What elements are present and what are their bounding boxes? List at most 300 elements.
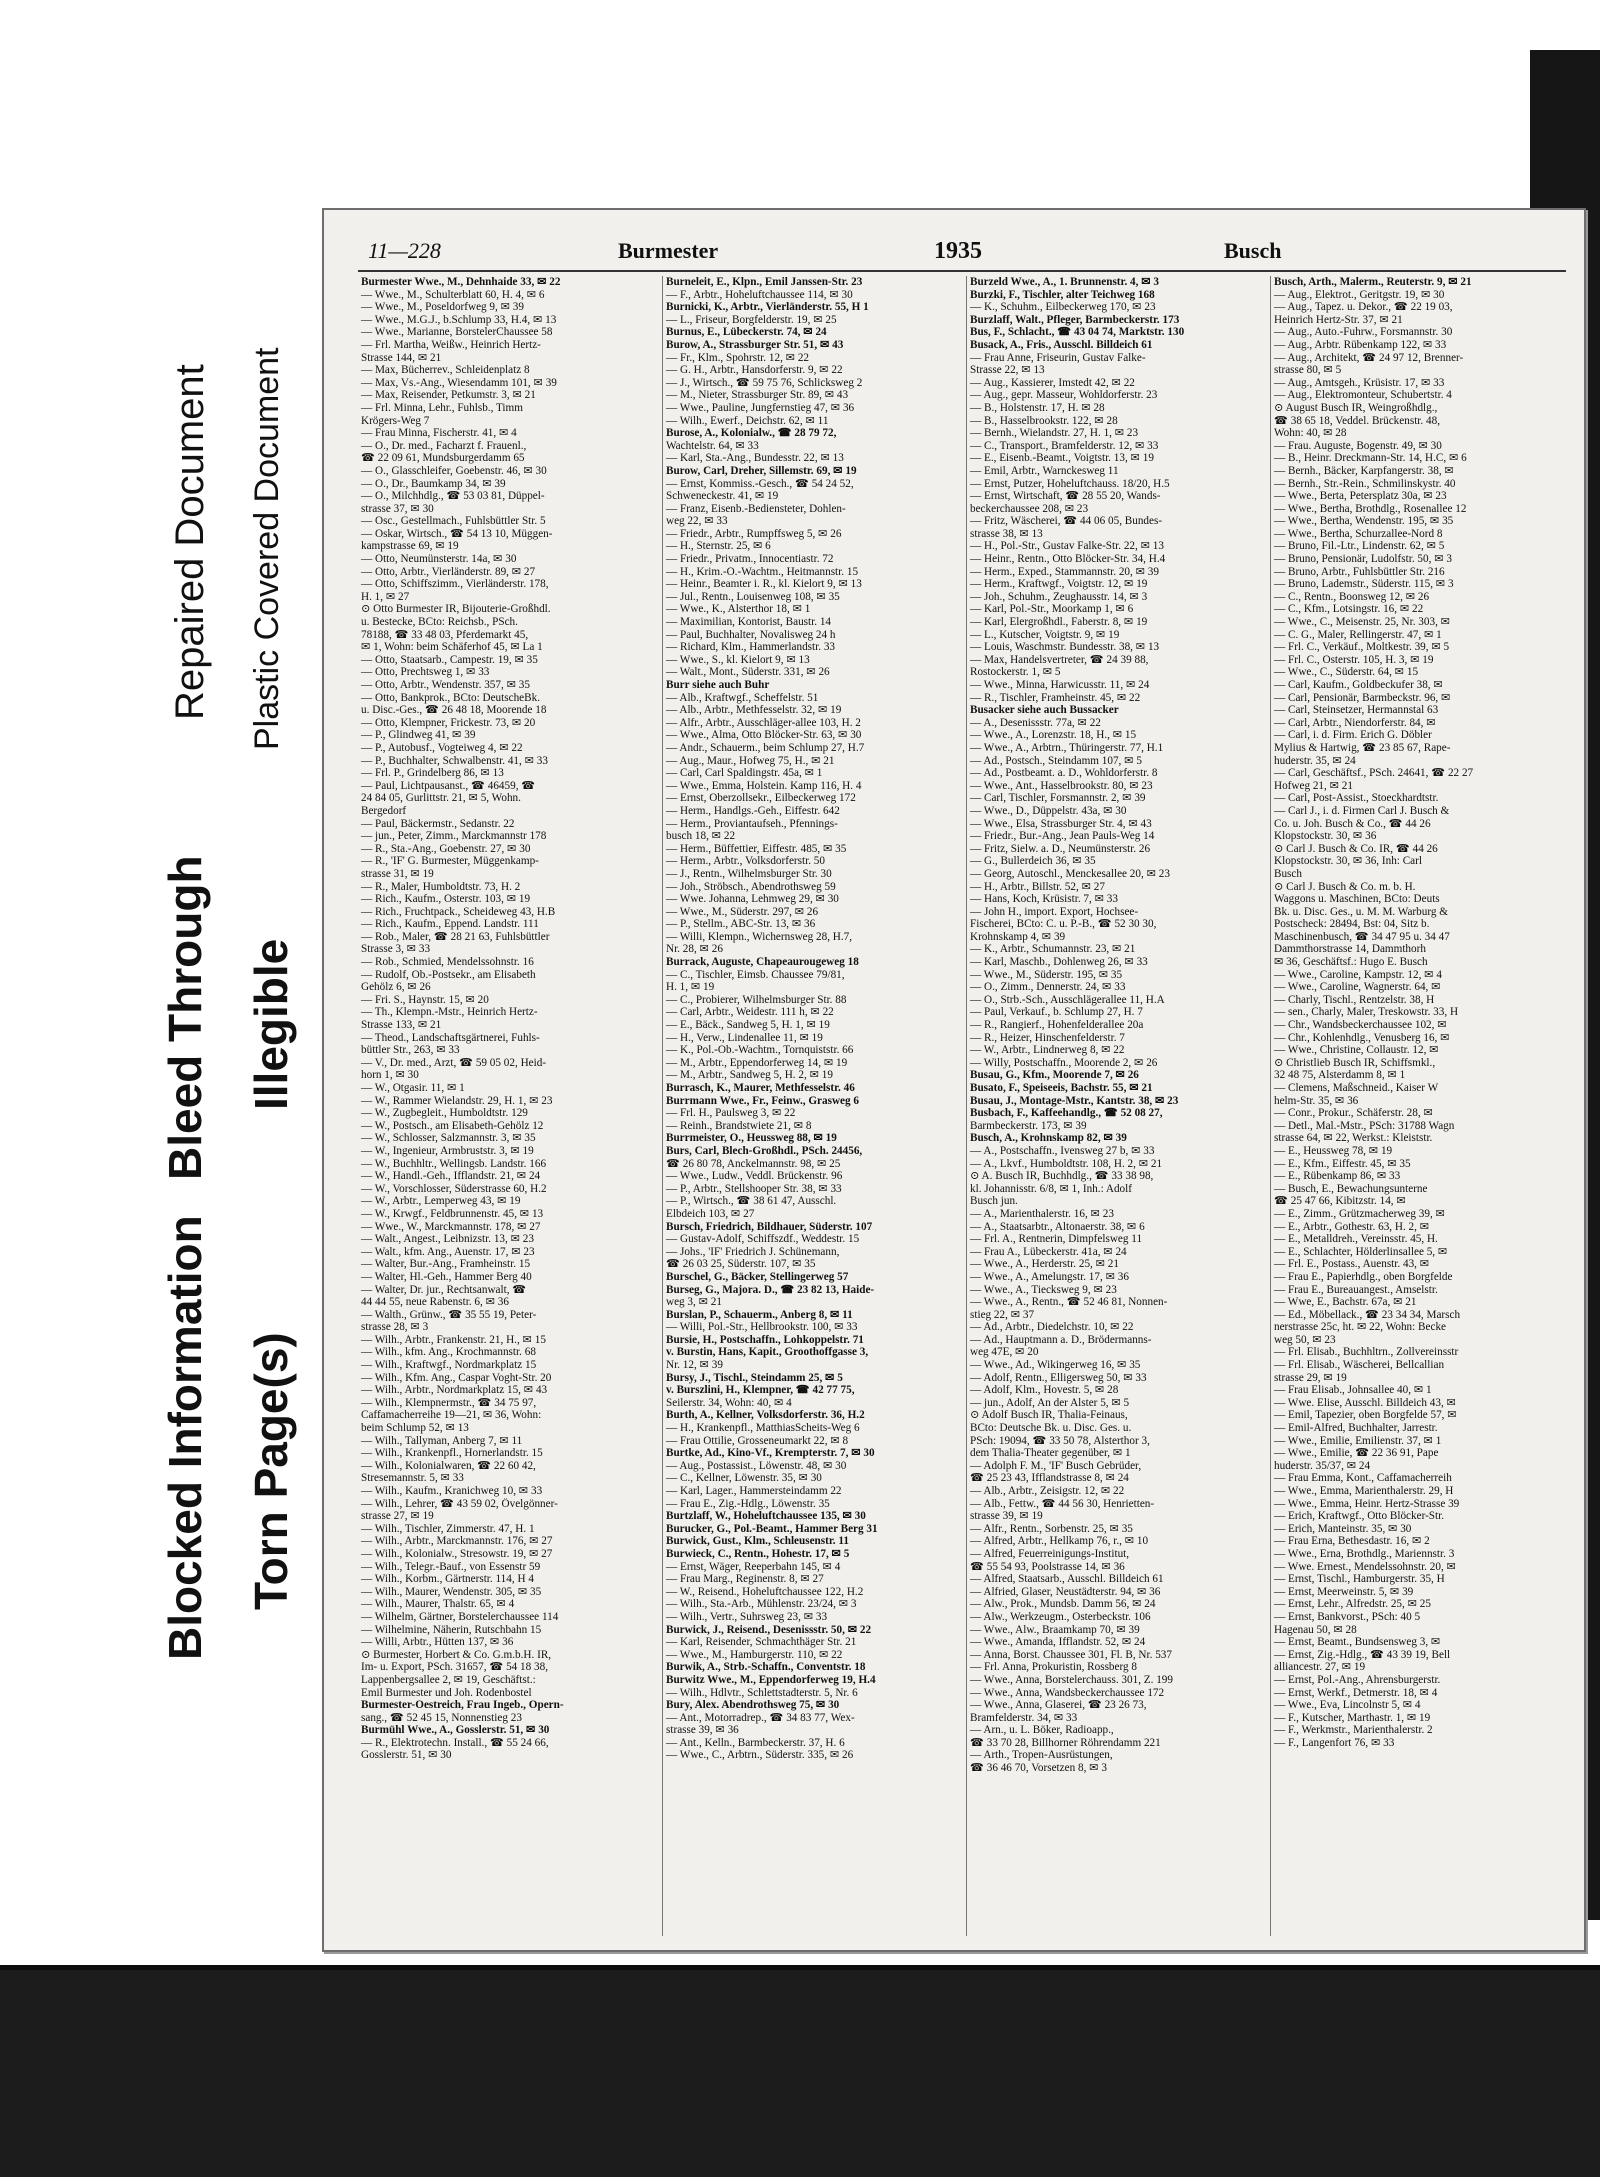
- directory-entry: Burose, A., Kolonialw., ☎ 28 79 72,: [666, 427, 837, 440]
- directory-entry: — Wilh., Tallyman, Anberg 7, ✉ 11: [361, 1434, 523, 1447]
- directory-entry: — Otto, Klempner, Frickestr. 73, ✉ 20: [361, 716, 536, 729]
- directory-entry: — Ernst, Putzer, Hoheluftchauss. 18/20, H.5: [970, 477, 1170, 490]
- directory-entry: — Aug., Postassist., Löwenstr. 48, ✉ 30: [666, 1459, 847, 1472]
- directory-entry: Burslan, P., Schauerm., Anberg 8, ✉ 11: [666, 1308, 853, 1321]
- directory-entry: ⊙ Otto Burmester IR, Bijouterie-Großhdl.: [361, 603, 551, 616]
- directory-entry: — Wwe., A., Lorenzstr. 18, H., ✉ 15: [970, 729, 1137, 742]
- directory-entry: — Otto, Arbtr., Vierländerstr. 89, ✉ 27: [361, 565, 536, 578]
- directory-entry: — Wilh., Arbtr., Marckmannstr. 176, ✉ 27: [361, 1535, 553, 1548]
- directory-entry: — C., Kellner, Löwenstr. 35, ✉ 30: [666, 1472, 822, 1485]
- directory-entry: — C., Kfm., Lotsingstr. 16, ✉ 22: [1274, 603, 1424, 616]
- directory-entry: Bury, Alex. Abendrothsweg 75, ✉ 30: [666, 1699, 840, 1712]
- directory-entry: strasse 27, ✉ 19: [361, 1510, 434, 1523]
- directory-entry: — Fr., Klm., Spohrstr. 12, ✉ 22: [666, 351, 810, 364]
- directory-entry: Busack, A., Fris., Ausschl. Billdeich 61: [970, 338, 1153, 351]
- directory-entry: — E., Rübenkamp 86, ✉ 33: [1274, 1170, 1401, 1183]
- directory-entry: weg 22, ✉ 33: [666, 515, 728, 528]
- directory-entry: v. Burszlini, H., Klempner, ☎ 42 77 75,: [666, 1384, 855, 1397]
- directory-entry: — W., Postsch., am Elisabeth-Gehölz 12: [361, 1119, 544, 1132]
- directory-entry: Busacker siehe auch Bussacker: [970, 704, 1119, 717]
- directory-entry: ⊙ Christlieb Busch IR, Schiffsmkl.,: [1274, 1056, 1436, 1069]
- directory-entry: Burmester Wwe., M., Dehnhaide 33, ✉ 22: [361, 276, 561, 288]
- directory-entry: — Wwe., M., Süderstr. 297, ✉ 26: [666, 905, 819, 918]
- directory-entry: Waggons u. Maschinen, BCto: Deuts: [1274, 893, 1440, 906]
- directory-entry: — C., Rentn., Boonsweg 12, ✉ 26: [1274, 590, 1430, 603]
- directory-entry: — Carl, Arbtr., Niendorferstr. 84, ✉: [1274, 716, 1436, 729]
- directory-entry: — Max, Reisender, Petkumstr. 3, ✉ 21: [361, 389, 536, 402]
- directory-entry: — Wwe., C., Meisenstr. 25, Nr. 303, ✉: [1274, 616, 1451, 629]
- directory-entry: — Wwe., Ludw., Veddl. Brückenstr. 96: [666, 1170, 843, 1183]
- directory-entry: — W., Krwgf., Feldbrunnenstr. 45, ✉ 13: [361, 1207, 544, 1220]
- directory-entry: — Paul, Verkauf., b. Schlump 27, H. 7: [970, 1006, 1143, 1019]
- directory-entry: — E., Heussweg 78, ✉ 19: [1274, 1144, 1393, 1157]
- directory-entry: Mylius & Hartwig, ☎ 23 85 67, Rape-: [1274, 741, 1451, 754]
- directory-entry: Burnicki, K., Arbtr., Vierländerstr. 55, H 1: [666, 301, 869, 314]
- directory-entry: — Ad., Postsch., Steindamm 107, ✉ 5: [970, 754, 1142, 767]
- directory-entry: — Emil-Alfred, Buchhalter, Jarrestr.: [1274, 1422, 1438, 1435]
- directory-entry: — Wwe., Ant., Hasselbrookstr. 80, ✉ 23: [970, 779, 1153, 792]
- directory-entry: — Emil, Tapezier, oben Borgfelde 57, ✉: [1274, 1409, 1457, 1422]
- directory-entry: — Wilh., Arbtr., Frankenstr. 21, H., ✉ 15: [361, 1333, 546, 1346]
- directory-entry: — Wwe., Amanda, Ifflandstr. 52, ✉ 24: [970, 1636, 1146, 1649]
- directory-entry: — Bernh., Str.-Rein., Schmilinskystr. 40: [1274, 477, 1456, 490]
- directory-entry: — Frl. Elisab., Buchhltrn., Zollvereinsstr: [1274, 1346, 1459, 1359]
- directory-entry: — Carl, Steinsetzer, Hermannstal 63: [1274, 704, 1439, 717]
- directory-entry: — W., Rammer Wielandstr. 29, H. 1, ✉ 23: [361, 1094, 553, 1107]
- directory-entry: Im- u. Export, PSch. 31657, ☎ 54 18 38,: [361, 1661, 549, 1674]
- directory-entry: Busau, G., Kfm., Moorende 7, ✉ 26: [970, 1069, 1139, 1082]
- directory-entry: — Wilh., Kfm. Ang., Caspar Voght-Str. 20: [361, 1371, 552, 1384]
- directory-entry: — H., Krim.-O.-Wachtm., Heitmannstr. 15: [666, 565, 859, 578]
- directory-entry: — Heinr., Rentn., Otto Blöcker-Str. 34, H.4: [970, 553, 1166, 566]
- directory-entry: — Fri. S., Haynstr. 15, ✉ 20: [361, 993, 489, 1006]
- directory-entry: — Maximilian, Kontorist, Baustr. 14: [666, 616, 832, 629]
- directory-entry: — Willi, Pol.-Str., Hellbrookstr. 100, ✉ 33: [666, 1321, 858, 1334]
- page-header: [358, 234, 1566, 272]
- directory-entry: Fischerei, BCto: C. u. P.-B., ☎ 52 30 30,: [970, 918, 1157, 931]
- directory-entry: — Wwe. Ernest., Mendelssohnstr. 20, ✉: [1274, 1560, 1456, 1573]
- directory-entry: — Wwe., Bertha, Schurzallee-Nord 8: [1274, 527, 1443, 540]
- directory-entry: — R., Sta.-Ang., Goebenstr. 27, ✉ 30: [361, 842, 531, 855]
- directory-entry: — Wwe., Emilie, Emilienstr. 37, ✉ 1: [1274, 1434, 1442, 1447]
- directory-entry: dem Thalia-Theater gegenüber, ✉ 1: [970, 1447, 1131, 1460]
- directory-entry: ✉ 36, Geschäftsf.: Hugo E. Busch: [1274, 956, 1428, 969]
- directory-entry: ⊙ Carl J. Busch & Co. IR, ☎ 44 26: [1274, 842, 1438, 855]
- directory-entry: — Wwe., C., Süderstr. 64, ✉ 15: [1274, 666, 1419, 679]
- directory-entry: Burow, Carl, Dreher, Sillemstr. 69, ✉ 19: [666, 464, 857, 477]
- directory-entry: — Wwe., Emma, Marienthalerstr. 29, H: [1274, 1485, 1454, 1497]
- directory-entry: strasse 29, ✉ 19: [1274, 1371, 1347, 1384]
- directory-entry: — Alfr., Arbtr., Ausschläger-allee 103, H. 2: [666, 716, 861, 729]
- directory-entry: — O., Strb.-Sch., Ausschlägerallee 11, H.A: [970, 993, 1165, 1006]
- directory-entry: — Wwe., M.G.J., b.Schlump 33, H.4, ✉ 13: [361, 313, 557, 326]
- directory-entry: — Wwe., M., Hamburgerstr. 110, ✉ 22: [666, 1648, 843, 1661]
- directory-entry: — Wwe., A., Rentn., ☎ 52 46 81, Nonnen-: [970, 1296, 1168, 1309]
- directory-entry: — Walt., Angest., Leibnizstr. 13, ✉ 23: [361, 1233, 534, 1246]
- directory-entry: — E., Arbtr., Gothestr. 63, H. 2, ✉: [1274, 1220, 1430, 1233]
- scan-background-bottom: [0, 1965, 1600, 2177]
- directory-entry: — Carl J., i. d. Firmen Carl J. Busch &: [1274, 804, 1450, 817]
- directory-entry: Klopstockstr. 30, ✉ 36, Inh: Carl: [1274, 855, 1422, 868]
- directory-entry: huderstr. 35/37, ✉ 24: [1274, 1459, 1371, 1472]
- directory-entry: — Frl. P., Grindelberg 86, ✉ 13: [361, 767, 504, 780]
- directory-entry: — Adolf, Rentn., Elligersweg 50, ✉ 33: [970, 1371, 1147, 1384]
- annotation-labels: [0, 0, 320, 2177]
- directory-entry: Busch jun.: [970, 1195, 1018, 1208]
- directory-entry: strasse 39, ✉ 36: [666, 1724, 739, 1737]
- directory-entry: — Carl, i. d. Firm. Erich G. Döbler: [1274, 729, 1432, 742]
- directory-entry: — O., Dr., Baumkamp 34, ✉ 39: [361, 477, 506, 490]
- directory-entry: — Wwe., Berta, Petersplatz 30a, ✉ 23: [1274, 490, 1447, 503]
- directory-entry: — Wwe., M., Süderstr. 195, ✉ 35: [970, 968, 1123, 981]
- directory-entry: — Ant., Kelln., Barmbeckerstr. 37, H. 6: [666, 1736, 845, 1749]
- directory-entry: — Frl. Elisab., Wäscherei, Bellcallian: [1274, 1359, 1445, 1372]
- directory-entry: — A., Marienthalerstr. 16, ✉ 23: [970, 1207, 1114, 1220]
- directory-entry: — Wwe., A., Tiecksweg 9, ✉ 23: [970, 1283, 1117, 1296]
- directory-entry: — Aug., gepr. Masseur, Wohldorferstr. 23: [970, 389, 1158, 402]
- directory-entry: — Wwe., Emma, Heinr. Hertz-Strasse 39: [1274, 1497, 1460, 1510]
- directory-entry: — Ernst, Pol.-Ang., Ahrensburgerstr.: [1274, 1673, 1441, 1686]
- directory-entry: ⊙ August Busch IR, Weingroßhdlg.,: [1274, 401, 1438, 414]
- directory-entry: — Walter, Dr. jur., Rechtsanwalt, ☎: [361, 1283, 527, 1296]
- directory-page: [322, 208, 1586, 1952]
- directory-entry: — Bruno, Fil.-Ltr., Lindenstr. 62, ✉ 5: [1274, 540, 1445, 553]
- directory-entry: — Adolf, Klm., Hovestr. 5, ✉ 28: [970, 1384, 1119, 1397]
- directory-entry: strasse 31, ✉ 19: [361, 867, 434, 880]
- directory-entry: — M., Arbtr., Eppendorferweg 14, ✉ 19: [666, 1056, 848, 1069]
- directory-entry: — K., Arbtr., Schumannstr. 23, ✉ 21: [970, 943, 1136, 956]
- directory-entry: — Aug., Amtsgeh., Krüsistr. 17, ✉ 33: [1274, 376, 1445, 389]
- directory-entry: — Frau Marg., Reginenstr. 8, ✉ 27: [666, 1573, 824, 1586]
- directory-entry: strasse 37, ✉ 30: [361, 502, 434, 515]
- directory-entry: Nr. 12, ✉ 39: [666, 1359, 723, 1372]
- directory-entry: Emil Burmester und Joh. Rodenbostel: [361, 1686, 532, 1699]
- directory-entry: Bursie, H., Postschaffn., Lohkoppelstr. 71: [666, 1333, 864, 1346]
- directory-entry: — Wilh., Vertr., Suhrsweg 23, ✉ 33: [666, 1610, 828, 1623]
- directory-entry: — Wwe., Caroline, Wagnerstr. 64, ✉: [1274, 981, 1441, 994]
- directory-entry: — Karl, Lager., Hammersteindamm 22: [666, 1485, 842, 1497]
- directory-entry: — Paul, Lichtpausanst., ☎ 46459, ☎: [361, 779, 536, 792]
- directory-entry: — Walt., Mont., Süderstr. 331, ✉ 26: [666, 666, 830, 679]
- directory-entry: — Reinh., Brandstwiete 21, ✉ 8: [666, 1119, 812, 1132]
- directory-entry: — Wwe., Ad., Wikingerweg 16, ✉ 35: [970, 1359, 1141, 1372]
- directory-entry: — P., Stellm., ABC-Str. 13, ✉ 36: [666, 918, 816, 931]
- directory-entry: — Franz, Eisenb.-Bediensteter, Dohlen-: [666, 502, 846, 515]
- directory-entry: — Louis, Waschmstr. Bundesstr. 38, ✉ 13: [970, 641, 1160, 654]
- directory-columns: [358, 276, 1566, 1936]
- directory-entry: — Aug., Auto.-Fuhrw., Forsmannstr. 30: [1274, 326, 1453, 339]
- directory-entry: — Andr., Schauerm., beim Schlump 27, H.7: [666, 741, 865, 754]
- directory-entry: — Wwe., Anna, Borstelerchauss. 301, Z. 199: [970, 1673, 1173, 1686]
- directory-entry: Burwik, A., Strb.-Schaffn., Conventstr. 18: [666, 1661, 866, 1674]
- directory-entry: — B., Hasselbrookstr. 122, ✉ 28: [970, 414, 1118, 427]
- directory-entry: Barmbeckerstr. 173, ✉ 39: [970, 1119, 1087, 1132]
- directory-entry: Bramfelderstr. 34, ✉ 33: [970, 1711, 1078, 1724]
- directory-entry: — M., Nieter, Strassburger Str. 89, ✉ 43: [666, 389, 849, 402]
- directory-entry: — Frau E., Papierhdlg., oben Borgfelde: [1274, 1270, 1453, 1283]
- column-1: [358, 276, 652, 1936]
- directory-entry: — W., Schlosser, Salzmannstr. 3, ✉ 35: [361, 1132, 536, 1145]
- directory-entry: — R., Heizer, Hinschenfelderstr. 7: [970, 1031, 1125, 1044]
- directory-entry: — W., Ingenieur, Armbruststr. 3, ✉ 19: [361, 1144, 534, 1157]
- directory-entry: — Otto, Bankprok., BCto: DeutscheBk.: [361, 691, 540, 704]
- directory-entry: — Carl, Geschäftsf., PSch. 24641, ☎ 22 27: [1274, 767, 1474, 780]
- directory-entry: — Frl. A., Rentnerin, Dimpfelsweg 11: [970, 1233, 1143, 1246]
- directory-entry: — Wwe., Alw., Braamkamp 70, ✉ 39: [970, 1623, 1140, 1636]
- directory-entry: — Frau E., Bureauangest., Amselstr.: [1274, 1283, 1438, 1296]
- directory-entry: — Alfred, Feuerreinigungs-Institut,: [970, 1547, 1130, 1560]
- directory-entry: — Wwe., W., Marckmannstr. 178, ✉ 27: [361, 1220, 541, 1233]
- directory-entry: — Ernst, Wirtschaft, ☎ 28 55 20, Wands-: [970, 490, 1161, 503]
- directory-entry: — Charly, Tischl., Rentzelstr. 38, H: [1274, 993, 1435, 1006]
- directory-entry: — Willi, Arbtr., Hütten 137, ✉ 36: [361, 1636, 514, 1649]
- directory-entry: Krohnskamp 4, ✉ 39: [970, 930, 1066, 943]
- directory-entry: ☎ 36 46 70, Vorsetzen 8, ✉ 3: [970, 1762, 1107, 1775]
- directory-entry: huderstr. 35, ✉ 24: [1274, 754, 1356, 767]
- directory-entry: — Ernst, Zig.-Hdlg., ☎ 43 39 19, Bell: [1274, 1648, 1451, 1661]
- directory-entry: ⊙ A. Busch IR, Buchhdlg., ☎ 33 38 98,: [970, 1170, 1154, 1183]
- directory-entry: — Frau Anne, Friseurin, Gustav Falke-: [970, 351, 1146, 364]
- directory-entry: Bursy, J., Tischl., Steindamm 25, ✉ 5: [666, 1371, 843, 1384]
- directory-entry: — W., Vorschlosser, Süderstrasse 60, H.2: [361, 1182, 547, 1195]
- directory-entry: — Chr., Kohlenhdlg., Venusberg 16, ✉: [1274, 1031, 1450, 1044]
- directory-entry: Lappenbergsallee 2, ✉ 19, Geschäftst.:: [361, 1673, 536, 1686]
- directory-entry: — Bruno, Arbtr., Fuhlsbüttler Str. 216: [1274, 565, 1445, 578]
- directory-entry: — G. H., Arbtr., Hansdorferstr. 9, ✉ 22: [666, 364, 843, 377]
- directory-entry: — Otto, Staatsarb., Campestr. 19, ✉ 35: [361, 653, 538, 666]
- directory-entry: ⊙ Carl J. Busch & Co. m. b. H.: [1274, 880, 1416, 893]
- directory-entry: — Ernst, Bankvorst., PSch: 40 5: [1274, 1610, 1421, 1623]
- directory-entry: — R., Tischler, Framheinstr. 45, ✉ 22: [970, 691, 1141, 704]
- directory-entry: — Bernh., Wielandstr. 27, H. 1, ✉ 23: [970, 427, 1139, 440]
- directory-entry: Elbdeich 103, ✉ 27: [666, 1207, 755, 1220]
- directory-entry: — Frl. C., Verkäuf., Moltkestr. 39, ✉ 5: [1274, 641, 1450, 654]
- directory-entry: Schweneckestr. 41, ✉ 19: [666, 490, 779, 503]
- directory-entry: — H., Sternstr. 25, ✉ 6: [666, 540, 771, 553]
- directory-entry: — Ad., Hauptmann a. D., Brödermanns-: [970, 1333, 1152, 1346]
- directory-entry: — Wwe., Elsa, Strassburger Str. 4, ✉ 43: [970, 817, 1152, 830]
- directory-entry: — Johs., 'IF' Friedrich J. Schünemann,: [666, 1245, 840, 1258]
- directory-entry: — Wilh., Maurer, Thalstr. 65, ✉ 4: [361, 1598, 515, 1611]
- directory-entry: 24 84 05, Gurlittstr. 21, ✉ 5, Wohn.: [361, 792, 521, 805]
- directory-entry: — A., Staatsarbtr., Altonaerstr. 38, ✉ 6: [970, 1220, 1145, 1233]
- directory-entry: — Carl, Post-Assist., Stoeckhardtstr.: [1274, 792, 1439, 805]
- directory-entry: Gehölz 6, ✉ 26: [361, 981, 431, 994]
- directory-entry: — Ernst, Meerweinstr. 5, ✉ 39: [1274, 1585, 1414, 1598]
- page-number: 11—228: [368, 238, 441, 263]
- directory-entry: — Ernst, Lehr., Alfredstr. 25, ✉ 25: [1274, 1598, 1431, 1611]
- directory-entry: — Bruno, Lademstr., Süderstr. 115, ✉ 3: [1274, 578, 1454, 591]
- directory-entry: busch 18, ✉ 22: [666, 830, 736, 843]
- directory-entry: — W., Otgasir. 11, ✉ 1: [361, 1082, 465, 1094]
- directory-entry: — Ernst, Oberzollsekr., Eilbeckerweg 172: [666, 792, 856, 805]
- directory-entry: — P., Arbtr., Stellshooper Str. 38, ✉ 33: [666, 1182, 842, 1195]
- directory-entry: — Ed., Möbellack., ☎ 23 34 34, Marsch: [1274, 1308, 1461, 1321]
- directory-entry: — Wwe., D., Düppelstr. 43a, ✉ 30: [970, 804, 1127, 817]
- directory-entry: weg 3, ✉ 21: [666, 1296, 722, 1309]
- directory-entry: — Busch, E., Bewachungsunterne: [1274, 1182, 1428, 1195]
- directory-entry: stieg 22, ✉ 37: [970, 1308, 1035, 1321]
- directory-entry: — Alfred, Staatsarb., Ausschl. Billdeich 61: [970, 1573, 1164, 1586]
- directory-entry: helm-Str. 35, ✉ 36: [1274, 1094, 1359, 1107]
- directory-entry: Strasse 144, ✉ 21: [361, 351, 442, 364]
- directory-entry: — Ernst, Tischl., Hamburgerstr. 35, H: [1274, 1573, 1445, 1586]
- directory-entry: — Wwe., Anna, Wandsbeckerchaussee 172: [970, 1686, 1165, 1699]
- directory-entry: — Arn., u. L. Böker, Radioapp.,: [970, 1724, 1114, 1737]
- directory-entry: — Alfr., Rentn., Sorbenstr. 25, ✉ 35: [970, 1522, 1133, 1535]
- directory-entry: — Wwe. Johanna, Lehmweg 29, ✉ 30: [666, 893, 839, 906]
- directory-entry: — P., Glindweg 41, ✉ 39: [361, 729, 476, 742]
- directory-entry: — K., Pol.-Ob.-Wachtm., Tornquiststr. 66: [666, 1044, 854, 1057]
- directory-entry: — Wwe., Bertha, Wendenstr. 195, ✉ 35: [1274, 515, 1454, 528]
- directory-entry: — Karl, Elergroßhdl., Faberstr. 8, ✉ 19: [970, 616, 1148, 629]
- directory-entry: u. Disc.-Ges., ☎ 26 48 18, Moorende 18: [361, 704, 547, 717]
- directory-entry: — Erich, Manteinstr. 35, ✉ 30: [1274, 1522, 1412, 1535]
- directory-entry: Postscheck: 28494, Bst: 04, Sitz b.: [1274, 918, 1430, 931]
- directory-entry: Gosslerstr. 51, ✉ 30: [361, 1749, 452, 1762]
- directory-entry: — Fritz, Sielw. a. D., Neumünsterstr. 26: [970, 842, 1151, 855]
- directory-entry: — Wilh., Maurer, Wendenstr. 305, ✉ 35: [361, 1585, 542, 1598]
- directory-entry: — Gustav-Adolf, Schiffszdf., Weddestr. 15: [666, 1233, 860, 1246]
- directory-entry: Burs, Carl, Blech-Großhdl., PSch. 24456,: [666, 1144, 863, 1157]
- directory-entry: — Frau Minna, Fischerstr. 41, ✉ 4: [361, 427, 517, 440]
- directory-entry: beim Schlump 52, ✉ 13: [361, 1422, 469, 1435]
- directory-entry: — E., Schlachter, Hölderlinsallee 5, ✉: [1274, 1245, 1448, 1258]
- label-repaired-document: Repaired Document: [168, 364, 212, 720]
- directory-entry: — P., Buchhalter, Schwalbenstr. 41, ✉ 33: [361, 754, 548, 767]
- directory-entry: — Ernst, Beamt., Bundsensweg 3, ✉: [1274, 1636, 1441, 1649]
- directory-entry: kl. Johannisstr. 6/8, ✉ 1, Inh.: Adolf: [970, 1182, 1132, 1195]
- directory-entry: Strasse 22, ✉ 13: [970, 364, 1045, 377]
- directory-entry: — H., Arbtr., Billstr. 52, ✉ 27: [970, 880, 1105, 893]
- directory-entry: — Wwe., M., Poseldorfweg 9, ✉ 39: [361, 301, 524, 314]
- directory-entry: — B., Holstenstr. 17, H. ✉ 28: [970, 401, 1105, 414]
- directory-entry: — P., Autobusf., Vogteiweg 4, ✉ 22: [361, 741, 523, 754]
- directory-entry: strasse 80, ✉ 5: [1274, 364, 1342, 377]
- directory-entry: — Jul., Rentn., Louisenweg 108, ✉ 35: [666, 590, 840, 603]
- directory-entry: Krögers-Weg 7: [361, 414, 430, 427]
- directory-entry: — H., Krankenpfl., MatthiasScheits-Weg 6: [666, 1422, 860, 1435]
- directory-entry: — Wilh., kfm. Ang., Krochmannstr. 68: [361, 1346, 536, 1359]
- directory-entry: — Carl, Kaufm., Goldbeckufer 38, ✉: [1274, 679, 1443, 691]
- directory-entry: — Carl, Arbtr., Weidestr. 111 h, ✉ 22: [666, 1006, 834, 1019]
- label-blocked-information: Blocked Information: [159, 1215, 211, 1660]
- directory-entry: — Hans, Koch, Krüsistr. 7, ✉ 33: [970, 893, 1118, 906]
- directory-entry: — O., Dr. med., Facharzt f. Frauenl.,: [361, 439, 527, 452]
- directory-entry: Burrmeister, O., Heussweg 88, ✉ 19: [666, 1132, 837, 1145]
- directory-entry: — Anna, Borst. Chaussee 301, Fl. B, Nr. 537: [970, 1648, 1172, 1661]
- directory-entry: — Paul, Buchhalter, Novalisweg 24 h: [666, 628, 836, 641]
- directory-entry: — Carl, Pensionär, Barmbeckstr. 96, ✉: [1274, 691, 1451, 704]
- directory-entry: ☎ 38 65 18, Veddel. Brückenstr. 48,: [1274, 414, 1440, 427]
- directory-entry: — Frau A., Lübeckerstr. 41a, ✉ 24: [970, 1245, 1127, 1258]
- directory-entry: — E., Zimm., Grützmacherweg 39, ✉: [1274, 1207, 1445, 1220]
- directory-entry: — L., Friseur, Borgfelderstr. 19, ✉ 25: [666, 313, 837, 326]
- directory-entry: — Aug., Kassierer, Imstedt 42, ✉ 22: [970, 376, 1135, 389]
- directory-entry: u. Bestecke, BCto: Reichsb., PSch.: [361, 616, 518, 629]
- directory-entry: — Wilh., Tischler, Zimmerstr. 47, H. 1: [361, 1522, 535, 1535]
- directory-entry: — W., Buchhltr., Wellingsb. Landstr. 166: [361, 1157, 547, 1170]
- directory-entry: H. 1, ✉ 27: [361, 590, 410, 603]
- directory-entry: — Wwe., Erna, Brothdlg., Mariennstr. 3: [1274, 1547, 1455, 1560]
- directory-entry: — Wilh., Ewerf., Deichstr. 62, ✉ 11: [666, 414, 829, 427]
- directory-entry: — Rich., Kaufm., Eppend. Landstr. 111: [361, 918, 539, 931]
- directory-entry: Burth, A., Kellner, Volksdorferstr. 36, H.2: [666, 1409, 865, 1422]
- directory-entry: — Willi, Klempn., Wichernsweg 28, H.7,: [666, 930, 853, 943]
- directory-entry: Busch, A., Krohnskamp 82, ✉ 39: [970, 1132, 1127, 1145]
- directory-entry: — Herm., Exped., Stammannstr. 20, ✉ 39: [970, 565, 1159, 578]
- directory-entry: — Herm., Arbtr., Volksdorferstr. 50: [666, 855, 825, 868]
- directory-entry: Burrasch, K., Maurer, Methfesselstr. 46: [666, 1082, 855, 1094]
- directory-entry: — Herm., Büffettier, Eiffestr. 485, ✉ 35: [666, 842, 847, 855]
- directory-entry: Burneleit, E., Klpn., Emil Janssen-Str. 23: [666, 276, 863, 288]
- directory-entry: — M., Arbtr., Sandweg 5, H. 2, ✉ 19: [666, 1069, 833, 1082]
- directory-entry: — Joh., Ströbsch., Abendrothsweg 59: [666, 880, 836, 893]
- directory-entry: — Alb., Fettw., ☎ 44 56 30, Henrietten-: [970, 1497, 1155, 1510]
- directory-entry: — Frau Erna, Bethesdastr. 16, ✉ 2: [1274, 1535, 1430, 1548]
- directory-entry: — Karl, Maschb., Dohlenweg 26, ✉ 33: [970, 956, 1148, 969]
- directory-entry: Burucker, G., Pol.-Beamt., Hammer Berg 31: [666, 1522, 878, 1535]
- directory-entry: Burwieck, C., Rentn., Hohestr. 17, ✉ 5: [666, 1547, 850, 1560]
- directory-entry: — Friedr., Arbtr., Rumpffsweg 5, ✉ 26: [666, 527, 842, 540]
- header-right-title: Busch: [1224, 238, 1282, 263]
- directory-entry: — A., Desenissstr. 77a, ✉ 22: [970, 716, 1101, 729]
- directory-entry: — Alb., Arbtr., Methfesselstr. 32, ✉ 19: [666, 704, 842, 717]
- directory-entry: — Wwe., M., Schulterblatt 60, H. 4, ✉ 6: [361, 288, 545, 301]
- directory-entry: — L., Kutscher, Voigtstr. 9, ✉ 19: [970, 628, 1120, 641]
- directory-entry: ☎ 25 23 43, Ifflandstrasse 8, ✉ 24: [970, 1472, 1129, 1485]
- directory-entry: — R., Maler, Humboldtstr. 73, H. 2: [361, 880, 521, 893]
- directory-entry: — Wwe., Pauline, Jungfernstieg 47, ✉ 36: [666, 401, 855, 414]
- directory-entry: — Max, Handelsvertreter, ☎ 24 39 88,: [970, 653, 1149, 666]
- directory-entry: Strasse 133, ✉ 21: [361, 1019, 442, 1032]
- directory-entry: — Rudolf, Ob.-Postsekr., am Elisabeth: [361, 968, 536, 981]
- directory-entry: — Wwe., A., Amelungstr. 17, ✉ 36: [970, 1270, 1129, 1283]
- directory-entry: — Th., Klempn.-Mstr., Heinrich Hertz-: [361, 1006, 538, 1019]
- directory-entry: — Herm., Kraftwgf., Voigtstr. 12, ✉ 19: [970, 578, 1148, 591]
- directory-entry: beckerchaussee 208, ✉ 23: [970, 502, 1089, 515]
- directory-entry: ✉ 1, Wohn: beim Schäferhof 45, ✉ La 1: [361, 641, 543, 654]
- directory-entry: — W., Reisend., Hoheluftchaussee 122, H.2: [666, 1585, 864, 1598]
- directory-entry: — Wwe., Eva, Lincolnstr 5, ✉ 4: [1274, 1699, 1421, 1712]
- directory-entry: — O., Glasschleifer, Goebenstr. 46, ✉ 30: [361, 464, 547, 477]
- directory-entry: ⊙ Adolf Busch IR, Thalia-Feinaus,: [970, 1409, 1128, 1422]
- directory-entry: — Wilh., Kraftwgf., Nordmarkplatz 15: [361, 1359, 537, 1372]
- directory-entry: Burrack, Auguste, Chapeaurougeweg 18: [666, 956, 859, 969]
- directory-entry: — P., Wirtsch., ☎ 38 61 47, Ausschl.: [666, 1195, 837, 1208]
- directory-entry: — K., Schuhm., Eilbeckerweg 170, ✉ 23: [970, 301, 1156, 314]
- directory-entry: — V., Dr. med., Arzt, ☎ 59 05 02, Heid-: [361, 1056, 547, 1069]
- directory-entry: — Wwe., Bertha, Brothdlg., Rosenallee 12: [1274, 502, 1467, 515]
- directory-entry: — Alb., Kraftwgf., Scheffelstr. 51: [666, 691, 819, 704]
- directory-entry: — F., Werkmstr., Marienthalerstr. 2: [1274, 1724, 1433, 1737]
- directory-entry: — Wilh., Kolonialwaren, ☎ 22 60 42,: [361, 1459, 536, 1472]
- directory-entry: — Wilh., Kaufm., Kranichweg 10, ✉ 33: [361, 1485, 543, 1497]
- directory-entry: — Heinr., Beamter i. R., kl. Kielort 9, ✉ 13: [666, 578, 862, 591]
- directory-entry: Bursch, Friedrich, Bildhauer, Süderstr. 107: [666, 1220, 873, 1233]
- directory-entry: ☎ 22 09 61, Mundsburgerdamm 65: [361, 452, 525, 465]
- directory-entry: — Frl. H., Paulsweg 3, ✉ 22: [666, 1107, 796, 1120]
- directory-entry: — Wwe., A., Arbtrn., Thüringerstr. 77, H.1: [970, 741, 1164, 754]
- directory-entry: — Detl., Mal.-Mstr., PSch: 31788 Wagn: [1274, 1119, 1455, 1132]
- directory-entry: — Osc., Gestellmach., Fuhlsbüttler Str. 5: [361, 515, 546, 528]
- directory-entry: — Max, Bücherrev., Schleidenplatz 8: [361, 364, 530, 377]
- directory-entry: — Otto, Arbtr., Wendenstr. 357, ✉ 35: [361, 679, 530, 691]
- directory-entry: — Wilh., Lehrer, ☎ 43 59 02, Övelgönner-: [361, 1497, 558, 1510]
- directory-entry: 32 48 75, Alsterdamm 8, ✉ 1: [1274, 1069, 1406, 1082]
- directory-entry: — G., Bullerdeich 36, ✉ 35: [970, 855, 1096, 868]
- directory-entry: ☎ 26 03 25, Süderstr. 107, ✉ 35: [666, 1258, 816, 1271]
